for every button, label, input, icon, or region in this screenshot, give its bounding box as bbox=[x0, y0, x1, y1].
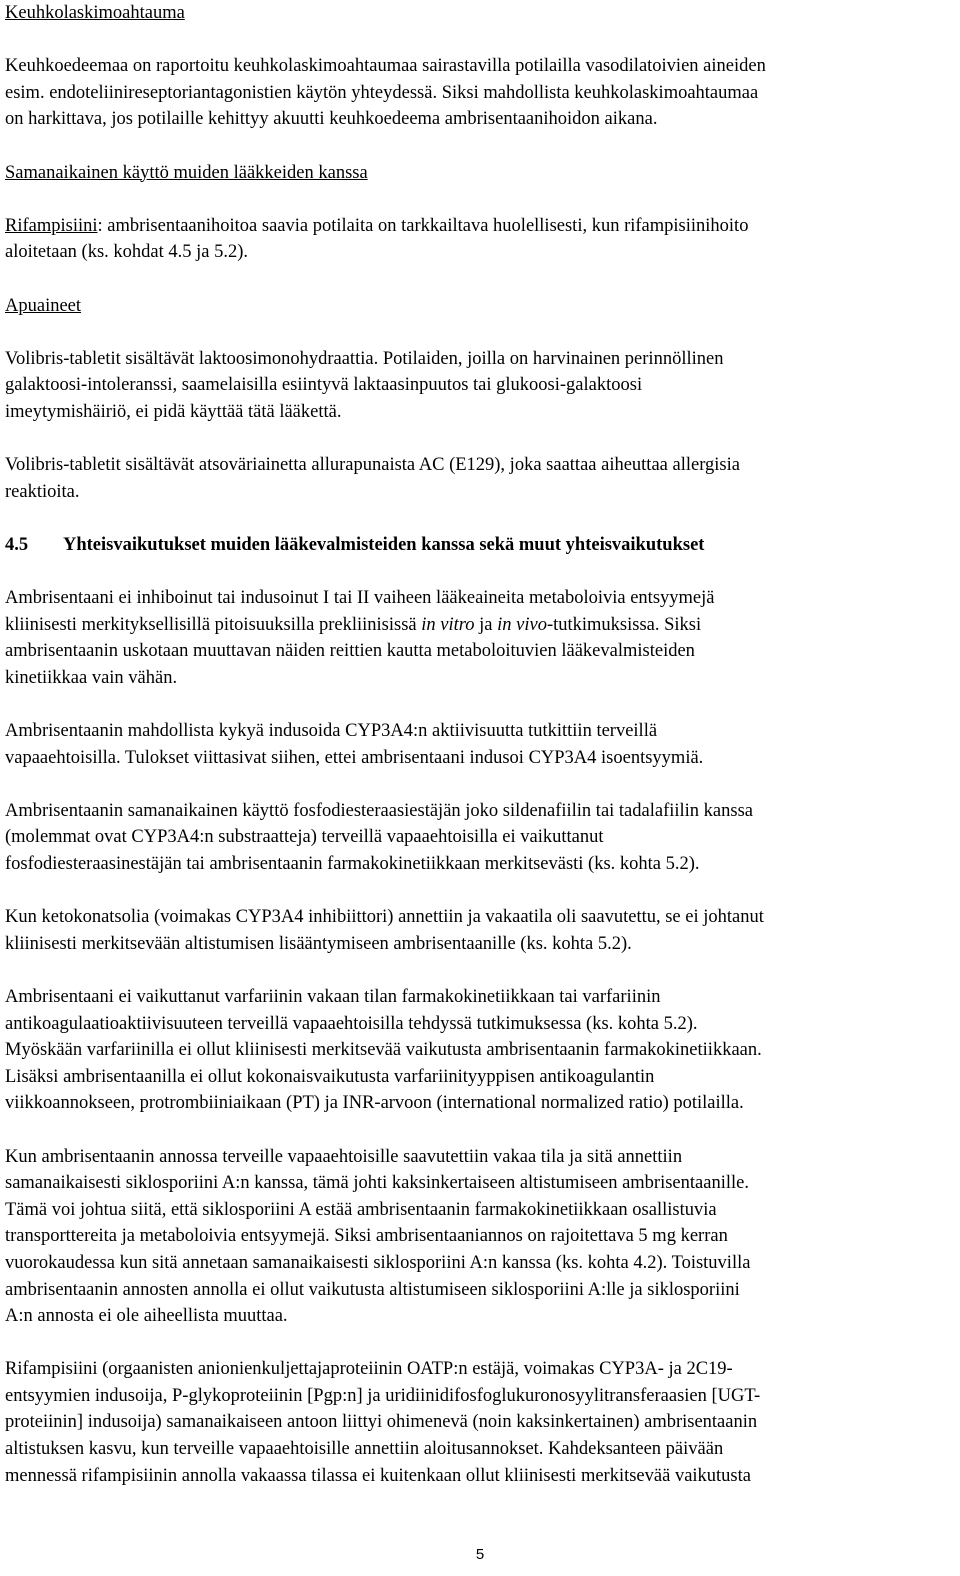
paragraph-cyp3a4-induction bbox=[5, 718, 955, 771]
paragraph-lactose bbox=[5, 346, 955, 426]
text-line: galaktoosi-intoleranssi, saamelaisilla esiintyvä laktaasinpuutos tai glukoosi-galaktoosi bbox=[5, 375, 643, 396]
text-line: samanaikaisesti siklosporiini A:n kanssa, tämä johti kaksinkertaiseen altistumiseen ambrisentaanille. bbox=[5, 1173, 749, 1194]
paragraph-rifampicin-warning bbox=[5, 213, 955, 266]
text-line: proteiinin] indusoija) samanaikaiseen antoon liittyi ohimenevä (noin kaksinkertainen) ambrisentaanin bbox=[5, 1412, 758, 1433]
text-line: ambrisentaanin uskotaan muuttavan näiden reittien kautta metaboloituvien lääkevalmisteiden bbox=[5, 641, 695, 662]
text-line: antikoagulaatioaktiivisuuteen terveillä vapaaehtoisilla tehdyssä tutkimuksessa (ks. kohta 5.2). bbox=[5, 1013, 698, 1034]
subheading-concomitant-use: Samanaikainen käyttö muiden lääkkeiden kanssa bbox=[5, 162, 368, 183]
text-line: Ambrisentaani ei vaikuttanut varfariinin vakaan tilan farmakokinetiikkaan tai varfariinin bbox=[5, 986, 661, 1007]
paragraph-ketoconazole bbox=[5, 904, 955, 957]
text-line: Myöskään varfariinilla ei ollut kliinisesti merkitsevää vaikutusta ambrisentaanin farmakokinetiikkaan. bbox=[5, 1040, 762, 1061]
paragraph-warfarin bbox=[5, 984, 955, 1117]
text-line: Keuhkoedeemaa on raportoitu keuhkolaskimoahtaumaa sairastavilla potilailla vasodilatoivien aineiden bbox=[5, 56, 766, 77]
text-line: Volibris-tabletit sisältävät atsoväriainetta allurapunaista AC (E129), joka saattaa aiheuttaa allergisia bbox=[5, 455, 740, 476]
text-line: Kun ketokonatsolia (voimakas CYP3A4 inhibiittori) annettiin ja vakaatila oli saavutettu, se ei johtanut bbox=[5, 907, 764, 928]
text-line: Tämä voi johtua siitä, että siklosporiini A estää ambrisentaanin farmakokinetiikkaan osallistuvia bbox=[5, 1199, 717, 1220]
text-line: fosfodiesteraasinestäjän tai ambrisentaanin farmakokinetiikkaan merkitsevästi (ks. kohta 5.2). bbox=[5, 854, 700, 874]
section-number: 4.5 bbox=[5, 534, 29, 555]
section-title: Yhteisvaikutukset muiden lääkevalmisteiden kanssa sekä muut yhteisvaikutukset bbox=[63, 534, 705, 555]
text-line: vuorokaudessa kun sitä annetaan samanaikaisesti siklosporiini A:n kanssa (ks. kohta 4.2). Toistuvilla bbox=[5, 1252, 751, 1273]
text-line: Ambrisentaani ei inhiboinut tai indusoinut I tai II vaiheen lääkeaineita metaboloivia entsyymejä bbox=[5, 588, 715, 609]
text-line: kliinisesti merkityksellisillä pitoisuuksilla prekliinisissä in vitro ja in vivo-tutkimuksissa. Siksi bbox=[5, 614, 702, 635]
text-line: kliinisesti merkitsevään altistumisen lisääntymiseen ambrisentaanille (ks. kohta 5.2). bbox=[5, 933, 632, 954]
subheading-pulmonary-veno-occlusive-disease: Keuhkolaskimoahtauma bbox=[5, 3, 185, 23]
section-heading-4-5 bbox=[5, 532, 955, 559]
text-line: Lisäksi ambrisentaanilla ei ollut kokonaisvaikutusta varfariinityyppisen antikoagulantin bbox=[5, 1066, 655, 1087]
text-line: Volibris-tabletit sisältävät laktoosimonohydraattia. Potilaiden, joilla on harvinainen perinnöllinen bbox=[5, 348, 724, 369]
paragraph-pde-inhibitors bbox=[5, 798, 955, 878]
text-line: Kun ambrisentaanin annossa terveille vapaaehtoisille saavutettiin vakaa tila ja sitä annettiin bbox=[5, 1146, 683, 1167]
text-line: imeytymishäiriö, ei pidä käyttää tätä lääkettä. bbox=[5, 401, 342, 422]
subheading-excipients: Apuaineet bbox=[5, 295, 82, 316]
text-line: entsyymien indusoija, P-glykoproteiinin [Pgp:n] ja uridiinidifosfoglukuronosyylitransferaasien [UGT- bbox=[5, 1385, 761, 1406]
text-line: Ambrisentaanin samanaikainen käyttö fosfodiesteraasiestäjän joko sildenafiilin tai tadalafiilin kanssa bbox=[5, 800, 753, 821]
paragraph-azo-dye bbox=[5, 452, 955, 505]
text-line: reaktioita. bbox=[5, 481, 80, 502]
text-line: Ambrisentaanin mahdollista kykyä indusoida CYP3A4:n aktiivisuutta tutkittiin terveillä bbox=[5, 721, 658, 742]
text-line: (molemmat ovat CYP3A4:n substraatteja) terveillä vapaaehtoisilla ei vaikuttanut bbox=[5, 827, 604, 848]
text-line: A:n annosta ei ole aiheellista muuttaa. bbox=[5, 1306, 288, 1327]
text-line: kinetiikkaa vain vähän. bbox=[5, 667, 178, 688]
text-line: vapaaehtoisilla. Tulokset viittasivat siihen, ettei ambrisentaani indusoi CYP3A4 isoentsyymiä. bbox=[5, 747, 704, 768]
text-line: on harkittava, jos potilaille kehittyy akuutti keuhkoedeema ambrisentaanihoidon aikana. bbox=[5, 109, 658, 130]
text-line: transporttereita ja metaboloivia entsyymejä. Siksi ambrisentaaniannos on rajoitettava 5 mg kerran bbox=[5, 1226, 728, 1247]
paragraph-pulmonary-edema bbox=[5, 53, 955, 133]
text-line: Rifampisiini (orgaanisten anionienkuljettajaproteiinin OATP:n estäjä, voimakas CYP3A- ja 2C19- bbox=[5, 1359, 733, 1380]
paragraph-enzyme-inhibition bbox=[5, 585, 955, 691]
document-page bbox=[5, 0, 955, 1489]
text-line: esim. endoteliinireseptoriantagonistien käytön yhteydessä. Siksi mahdollista keuhkolaskimoahtaumaa bbox=[5, 82, 759, 103]
text-line: Rifampisiini: ambrisentaanihoitoa saavia potilaita on tarkkailtava huolellisesti, kun rifampisiinihoito bbox=[5, 215, 749, 236]
rifampicin-label: Rifampisiini bbox=[5, 215, 98, 236]
text-line: ambrisentaanin annosten annolla ei ollut vaikutusta altistumiseen siklosporiini A:lle ja siklosporiini bbox=[5, 1279, 740, 1300]
text-line: aloitetaan (ks. kohdat 4.5 ja 5.2). bbox=[5, 242, 249, 263]
page-number: 5 bbox=[475, 1546, 485, 1563]
paragraph-rifampicin-interaction bbox=[5, 1356, 955, 1489]
text-line: mennessä rifampisiinin annolla vakaassa tilassa ei kuitenkaan ollut kliinisesti merkitsevää vaikutusta bbox=[5, 1465, 751, 1486]
paragraph-cyclosporine bbox=[5, 1144, 955, 1330]
text-line: viikkoannokseen, protrombiiniaikaan (PT) ja INR-arvoon (international normalized ratio) potilailla. bbox=[5, 1093, 744, 1114]
text-line: altistuksen kasvu, kun terveille vapaaehtoisille annettiin aloitusannokset. Kahdeksanteen päivään bbox=[5, 1439, 724, 1460]
